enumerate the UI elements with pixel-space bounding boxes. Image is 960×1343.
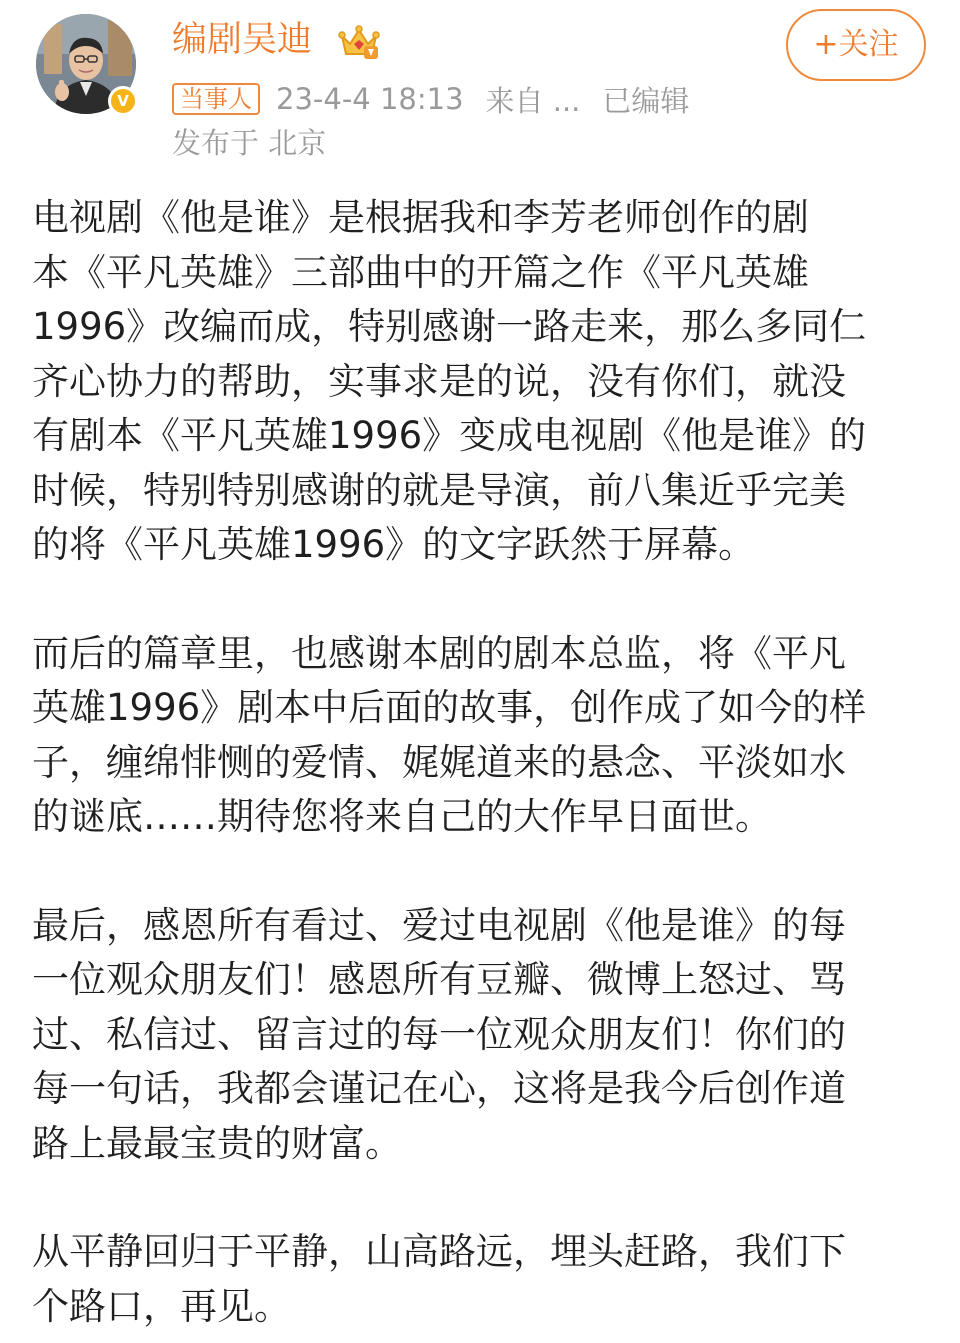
text-line: 一位观众朋友们！感恩所有豆瓣、微博上怒过、骂: [32, 958, 846, 1001]
avatar[interactable]: [36, 14, 140, 118]
text-line: 本《平凡英雄》三部曲中的开篇之作《平凡英雄: [32, 250, 809, 294]
text-line: 而后的篇章里，也感谢本剧的剧本总监，将《平凡: [32, 631, 846, 675]
text-line: 1996》改编而成，特别感谢一路走来，那么多同仁: [32, 305, 867, 348]
text-line: 过、私信过、留言过的每一位观众朋友们！你们的: [32, 1012, 846, 1056]
post-timestamp[interactable]: 23-4-4 18:13: [276, 82, 464, 116]
paragraph: [32, 191, 932, 573]
text-line: 个路口，再见。: [32, 1284, 291, 1328]
text-line: 从平静回归于平静，山高路远，埋头赶路，我们下: [32, 1230, 846, 1273]
text-line: 的将《平凡英雄1996》的文字跃然于屏幕。: [32, 523, 756, 566]
post-header: [0, 0, 960, 175]
text-line: 时候，特别特别感谢的就是导演，前八集近乎完美: [32, 468, 846, 512]
text-line: 有剧本《平凡英雄1996》变成电视剧《他是谁》的: [32, 414, 867, 457]
post-source[interactable]: 来自 ...: [485, 83, 581, 118]
verified-v-icon: V: [108, 86, 138, 116]
paragraph-gap: [32, 1171, 932, 1225]
author-name[interactable]: 编剧吴迪: [172, 20, 313, 60]
post-location: 发布于 北京: [172, 126, 327, 160]
text-line: 英雄1996》剧本中后面的故事，创作成了如今的样: [32, 686, 867, 729]
post-content: [32, 191, 932, 1334]
post-meta: [172, 80, 711, 118]
text-line: 最后，感恩所有看过、爱过电视剧《他是谁》的每: [32, 903, 846, 947]
follow-button[interactable]: +关注: [786, 9, 926, 81]
text-line: 齐心协力的帮助，实事求是的说，没有你们，就没: [32, 359, 846, 403]
text-line: 子，缠绵悱恻的爱情、娓娓道来的悬念、平淡如水: [32, 740, 846, 784]
paragraph-gap: [32, 845, 932, 899]
text-line: 路上最最宝贵的财富。: [32, 1121, 402, 1165]
crown-icon[interactable]: [338, 22, 380, 62]
party-badge: 当事人: [172, 83, 260, 115]
paragraph: [32, 1225, 932, 1334]
text-line: 的谜底……期待您将来自己的大作早日面世。: [32, 795, 772, 838]
text-line: 电视剧《他是谁》是根据我和李芳老师创作的剧: [32, 196, 809, 239]
text-line: 每一句话，我都会谨记在心，这将是我今后创作道: [32, 1067, 846, 1110]
paragraph: [32, 627, 932, 845]
edited-label[interactable]: 已编辑: [602, 83, 690, 118]
paragraph: [32, 899, 932, 1172]
paragraph-gap: [32, 573, 932, 627]
